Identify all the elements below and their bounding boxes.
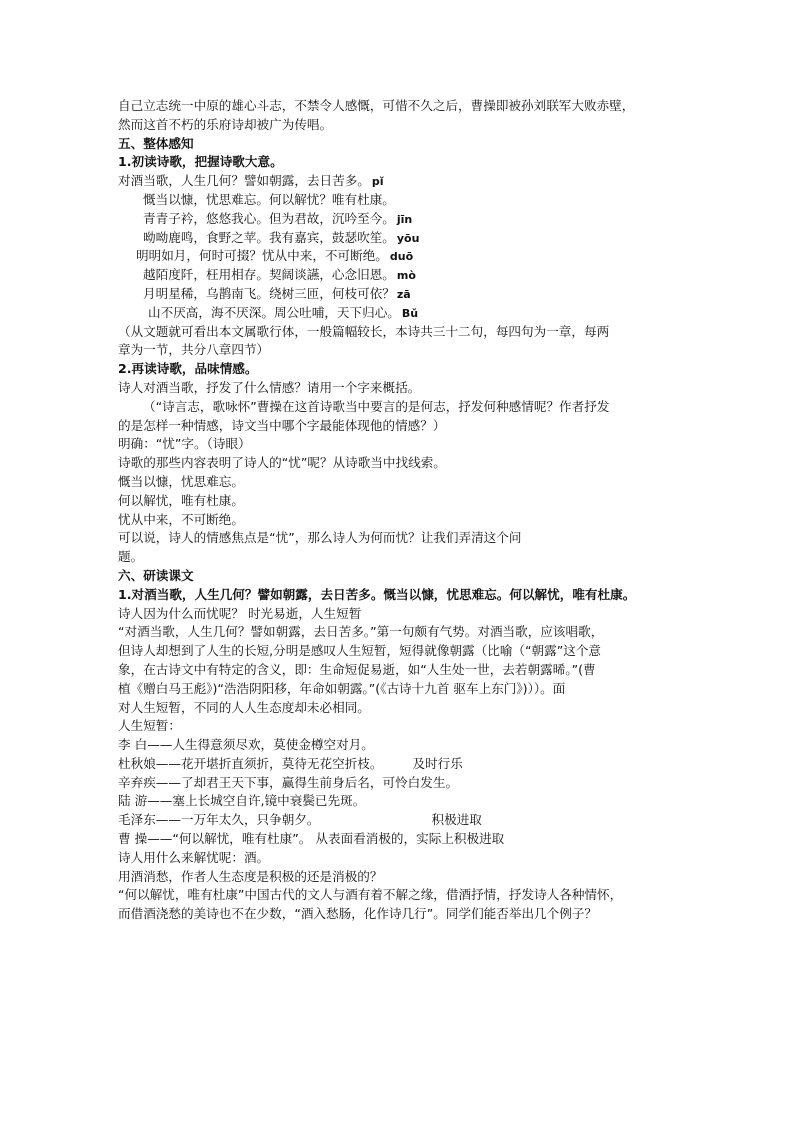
text-line: 曹 操——“何以解忧，唯有杜康”。 从表面看消极的，实际上积极进取 [118,831,505,847]
text-line: 陆 游——塞上长城空自许,镜中衰鬓已先斑。 [118,793,366,809]
poem-text: 越陌度阡，枉用相存。契阔谈讌，心念旧恩。 [143,267,395,283]
text-line: 辛弃疾——了却君王天下事，赢得生前身后名，可怜白发生。 [118,774,459,790]
text-line: “何以解忧，唯有杜康”中国古代的文人与酒有着不解之缘，借酒抒情，抒发诗人各种情怀， [118,887,623,903]
text-line: 的是怎样一种情感，诗文当中哪个字最能体现他的情感？） [118,417,446,433]
subsection-heading: 2.再读诗歌，品味情感。 [118,361,258,377]
subsection-heading: 1.初读诗歌，把握诗歌大意。 [118,154,283,170]
document-page [118,97,698,924]
poem-line [118,229,698,248]
poem-text: 青青子衿，悠悠我心。但为君故，沉吟至今。 [143,210,395,226]
text-line [118,811,698,830]
text-line: 诗歌的那些内容表明了诗人的“忧”呢？从诗歌当中找线索。 [118,455,446,471]
text-line: 对人生短暂，不同的人人生态度却未必相同。 [118,699,370,715]
quote-text: 毛泽东——一万年太久，只争朝夕。 [118,812,320,828]
text-line: 明确：“忧”字。（诗眼） [118,436,251,452]
text-line [118,755,698,774]
text-line: 章为一节，共分八章四节） [118,342,270,358]
pinyin-annotation: mò [396,269,416,283]
poem-line [118,304,698,323]
poem-text: 呦呦鹿鸣，食野之苹。我有嘉宾，鼓瑟吹笙。 [143,229,395,245]
text-line: 用酒消愁，作者人生态度是积极的还是消极的？ [118,868,383,884]
section-heading: 六、研读课文 [118,567,194,583]
pinyin-annotation: yōu [396,231,420,245]
poem-line [118,266,698,285]
text-line: 自己立志统一中原的雄心斗志，不禁令人感慨，可惜不久之后，曹操即被孙刘联军大败赤壁， [118,98,635,113]
poem-text: 慨当以慷，忧思难忘。何以解忧？唯有杜康。 [143,191,395,207]
pinyin-annotation: Bǔ [401,306,419,320]
text-line: 何以解忧，唯有杜康。 [118,492,244,508]
text-line: 植《赠白马王彪》)“浩浩阴阳移，年命如朝露。”(《古诗十九首 驱车上东门》)））。面 [118,680,566,696]
text-line: （“诗言志，歌咏怀”曹操在这首诗歌当中要言的是何志，抒发何种感情呢？作者抒发 [143,398,610,414]
quote-text: 杜秋娘——花开堪折直须折，莫待无花空折枝。 [118,755,383,771]
text-line: 而借酒浇愁的美诗也不在少数，“酒入愁肠，化作诗几行”。同学们能否举出几个例子？ [118,906,598,922]
poem-text: 山不厌高，海不厌深。周公吐哺，天下归心。 [148,304,400,320]
poem-text: 明明如月，何时可掇？忧从中来，不可断绝。 [136,248,388,264]
text-line: 诗人对酒当歌，抒发了什么情感？请用一个字来概括。 [118,379,421,395]
text-line: 诗人因为什么而忧呢？ 时光易逝，人生短暂 [118,605,362,621]
text-line: 李 白——人生得意须尽欢，莫使金樽空对月。 [118,737,374,753]
text-line: 题。 [118,549,144,565]
poem-line [118,285,698,304]
poem-text: 月明星稀，乌鹊南飞。绕树三匝，何枝可依？ [143,285,395,301]
text-line: 慨当以慷，忧思难忘。 [118,473,244,489]
poem-line [118,172,698,191]
poem-text: 对酒当歌，人生几何？譬如朝露，去日苦多。 [118,173,370,189]
text-line: 然而这首不朽的乐府诗却被广为传唱。 [118,116,333,132]
text-line: 人生短暂： [118,718,181,734]
text-line: 但诗人却想到了人生的长短,分明是感叹人生短暂，短得就像朝露（比喻（“朝露”这个意 [118,643,602,659]
poem-line [118,191,698,210]
text-line: 象，在古诗文中有特定的含义，即：生命短促易逝，如“人生处一世，去若朝露晞。”(曹 [118,661,596,677]
category-note: 及时行乐 [412,755,463,771]
poem-line [118,247,698,266]
text-line: 忧从中来，不可断绝。 [118,511,244,527]
text-line: “对酒当歌，人生几何？譬如朝露，去日苦多。”第一句颇有气势。对酒当歌，应该唱歌， [118,624,604,640]
text-line: 可以说，诗人的情感焦点是“忧”，那么诗人为何而忧？让我们弄清这个问 [118,530,522,546]
category-note: 积极进取 [431,812,482,828]
pinyin-annotation: zā [396,287,411,301]
text-line: 诗人用什么来解忧呢：酒。 [118,849,270,865]
text-line: （从文题就可看出本文属歌行体，一般篇幅较长，本诗共三十二句，每四句为一章，每两 [118,323,610,339]
poem-line [118,210,698,229]
pinyin-annotation: duō [389,250,414,264]
subsection-heading: 1.对酒当歌，人生几何？譬如朝露，去日苦多。慨当以慷，忧思难忘。何以解忧，唯有杜康。 [118,586,636,602]
pinyin-annotation: pǐ [371,175,384,189]
section-heading: 五、整体感知 [118,135,194,151]
pinyin-annotation: jīn [396,212,413,226]
